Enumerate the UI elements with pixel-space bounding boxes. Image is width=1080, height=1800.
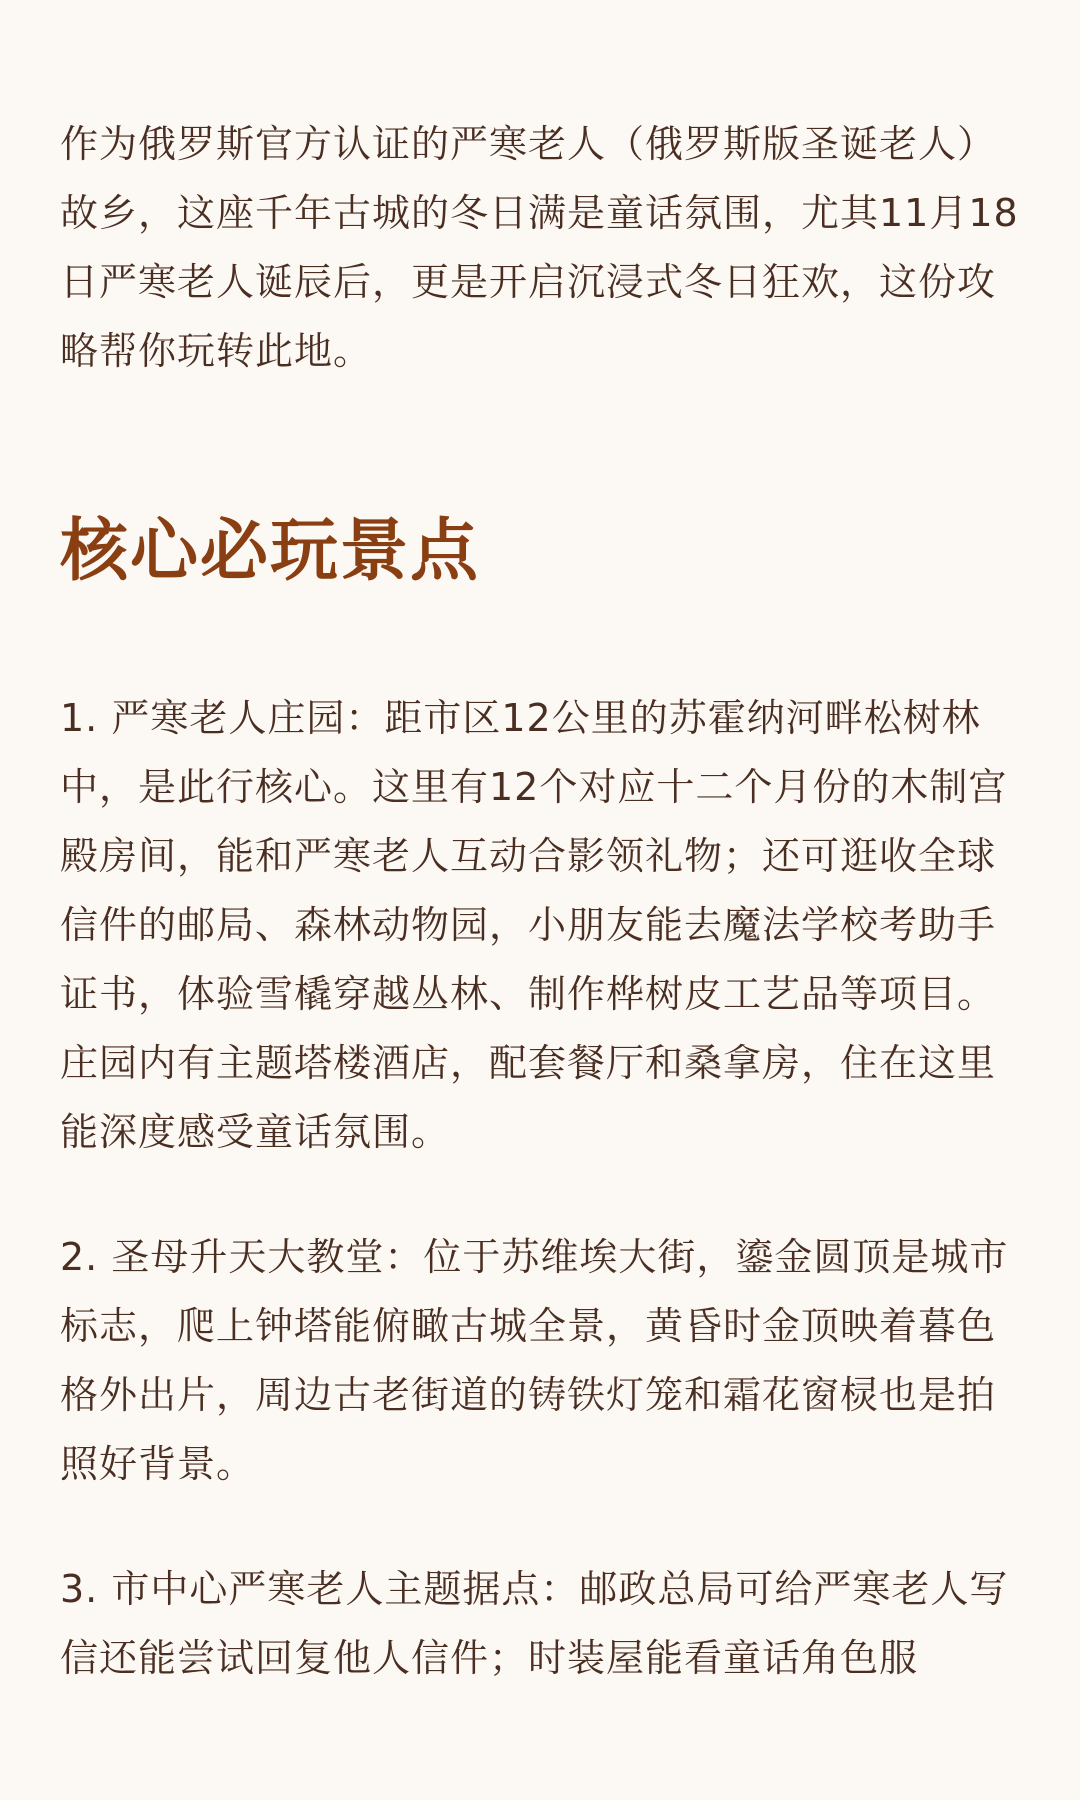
section-title: 核心必玩景点 — [60, 512, 481, 591]
intro-paragraph: 作为俄罗斯官方认证的严寒老人（俄罗斯版圣诞老人）故乡，这座千年古城的冬日满是童话氛围，尤其11月18日严寒老人诞辰后，更是开启沉浸式冬日狂欢，这份攻略帮你玩转此地。 — [60, 122, 1019, 373]
attraction-item-2: 2. 圣母升天大教堂：位于苏维埃大街，鎏金圆顶是城市标志，爬上钟塔能俯瞰古城全景，黄昏时金顶映着暮色格外出片，周边古老街道的铸铁灯笼和霜花窗棂也是拍照好背景。 — [60, 1235, 1009, 1486]
attraction-item-3: 3. 市中心严寒老人主题据点：邮政总局可给严寒老人写信还能尝试回复他人信件；时装屋能看童话角色服 — [60, 1567, 1009, 1680]
article-content — [60, 110, 1020, 1749]
attraction-item-1: 1. 严寒老人庄园：距市区12公里的苏霍纳河畔松树林中，是此行核心。这里有12个对应十二个月份的木制宫殿房间，能和严寒老人互动合影领礼物；还可逛收全球信件的邮局、森林动物园，小朋友能去魔法学校考助手证书，体验雪橇穿越丛林、制作桦树皮工艺品等项目。庄园内有主题塔楼酒店，配套餐厅和桑拿房，住在这里能深度感受童话氛围。 — [60, 696, 1008, 1154]
